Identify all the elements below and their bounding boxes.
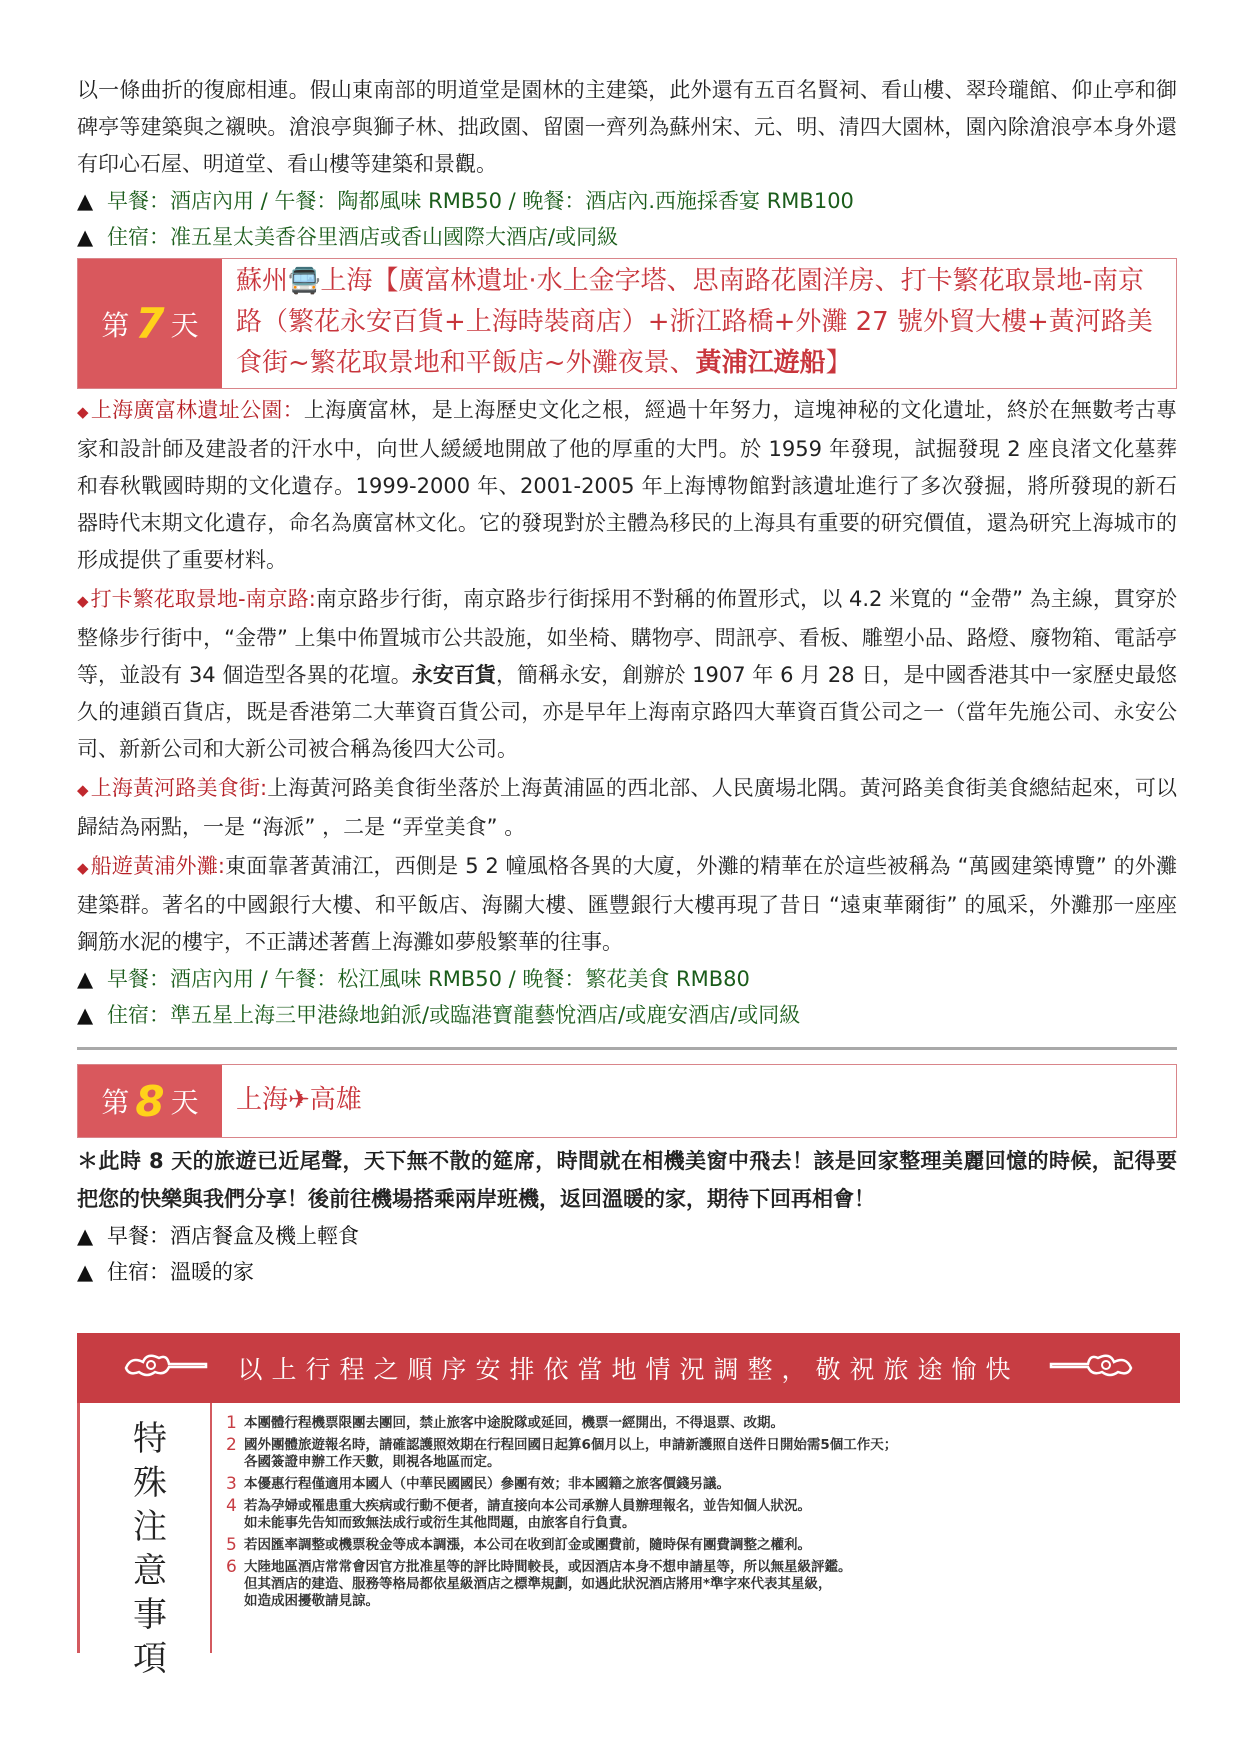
spot-guangfulin: ◆上海廣富林遺址公園：上海廣富林，是上海歷史文化之根，經過十年努力，這塊神秘的文化遺址，終於在無數考古專家和設計師及建設者的汗水中，向世人緩緩地開啟了他的厚重的大門。於 1959 年發現，試掘發現 2 座良渚文化墓葬和春秋戰國時期的文化遺存。1999-2000 年、2001-2005 年上海博物館對該遺址進行了多次發掘，將所發現的新石器時代末期文化遺存，命名為廣富林文化。它的發現對於主體為移民的上海具有重要的研究價值，還為研究上海城市的形成提供了重要材料。 xyxy=(77,398,1177,572)
day8-label: 第 8 天 xyxy=(78,1065,222,1137)
diamond-icon: ◆ xyxy=(77,592,89,610)
spot-bund-cruise: ◆船遊黃浦外灘:東面靠著黃浦江，西側是 5 2 幢風格各異的大廈，外灘的精華在於這些被稱為 “萬國建築博覽” 的外灘建築群。著名的中國銀行大樓、和平飯店、海關大樓、匯豐銀行大樓再現了昔日 “遠東華爾街” 的風采，外灘那一座座鋼筋水泥的樓宇，不正講述著舊上海灘如夢般繁華的往事。 xyxy=(77,854,1177,954)
section-divider xyxy=(77,1047,1177,1050)
note-item: 5 若因匯率調整或機票稅金等成本調漲，本公司在收到訂金或團費前，隨時保有團費調整之權利。 xyxy=(226,1535,811,1555)
day7-label: 第 7 天 xyxy=(78,259,222,388)
special-notes xyxy=(77,1403,1183,1679)
intro-meals: ▲ 早餐：酒店內用 / 午餐：陶都風味 RMB50 / 晚餐：酒店內.西施採香宴 RMB100 xyxy=(77,183,1177,219)
notes-title: 特 殊 注 意 事 項 xyxy=(90,1403,212,1653)
day8-meals: ▲ 早餐：酒店餐盒及機上輕食 xyxy=(77,1218,1177,1254)
triangle-icon: ▲ xyxy=(77,189,94,213)
day8-hotel: ▲ 住宿：溫暖的家 xyxy=(77,1254,1177,1290)
day8-closing: ＊此時 8 天的旅遊已近尾聲，天下無不散的筵席，時間就在相機美窗中飛去！該是回家整理美麗回憶的時候，記得要把您的快樂與我們分享！後前往機場搭乘兩岸班機，返回溫暖的家，期待下回再相會！ xyxy=(77,1149,1177,1211)
cloud-ornament-icon xyxy=(1046,1350,1136,1386)
note-item: 2 國外團體旅遊報名時，請確認護照效期在行程回國日起算6個月以上，申請新護照自送件日開始需5個工作天； 各國簽證申辦工作天數，則視各地區而定。 xyxy=(226,1435,898,1470)
diamond-icon: ◆ xyxy=(77,781,89,799)
note-item: 6 大陸地區酒店常常會因官方批准星等的評比時間較長，或因酒店本身不想申請星等，所以無星級評鑑。 但其酒店的建造、服務等格局都依星級酒店之標準規劃，如遇此狀況酒店將用*準字來代表其星級， 如造成困擾敬請見諒。 xyxy=(226,1557,852,1609)
banner-text: 以上行程之順序安排依當地情況調整，敬祝旅途愉快 xyxy=(237,1355,1020,1384)
intro-hotel: ▲ 住宿：准五星太美香谷里酒店或香山國際大酒店/或同級 xyxy=(77,219,1177,255)
triangle-icon: ▲ xyxy=(77,967,94,991)
cloud-ornament-icon xyxy=(121,1350,211,1386)
triangle-icon: ▲ xyxy=(77,1003,94,1027)
note-item: 3 本優惠行程僅適用本國人（中華民國國民）參團有效；非本國籍之旅客價錢另議。 xyxy=(226,1474,730,1494)
triangle-icon: ▲ xyxy=(77,1260,94,1284)
day8-header xyxy=(77,1064,1177,1138)
triangle-icon: ▲ xyxy=(77,1224,94,1248)
intro-paragraph: 以一條曲折的復廊相連。假山東南部的明道堂是園林的主建築，此外還有五百名賢祠、看山樓、翠玲瓏館、仰止亭和御碑亭等建築與之襯映。滄浪亭與獅子林、拙政園、留園一齊列為蘇州宋、元、明、清四大園林，園內除滄浪亭本身外還有印心石屋、明道堂、看山樓等建築和景觀。 xyxy=(77,78,1177,176)
diamond-icon: ◆ xyxy=(77,403,89,421)
triangle-icon: ▲ xyxy=(77,225,94,249)
day7-meals: ▲ 早餐：酒店內用 / 午餐：松江風味 RMB50 / 晚餐：繁花美食 RMB80 xyxy=(77,961,1177,997)
spot-nanjing-road: ◆打卡繁花取景地-南京路:南京路步行街，南京路步行街採用不對稱的佈置形式，以 4.2 米寬的 “金帶” 為主線，貫穿於整條步行街中，“金帶” 上集中佈置城市公共設施，如坐椅、購物亭、問訊亭、看板、雕塑小品、路燈、廢物箱、電話亭等，並設有 34 個造型各異的花壇。永安百貨，簡稱永安，創辦於 1907 年 6 月 28 日，是中國香港其中一家歷史最悠久的連鎖百貨店，既是香港第二大華資百貨公司，亦是早年上海南京路四大華資百貨公司之一（當年先施公司、永安公司、新新公司和大新公司被合稱為後四大公司。 xyxy=(77,587,1178,761)
spot-huanghe-road: ◆上海黃河路美食街:上海黃河路美食街坐落於上海黃浦區的西北部、人民廣場北隅。黃河路美食街美食總結起來，可以歸結為兩點，一是 “海派” ，二是 “弄堂美食” 。 xyxy=(77,776,1177,839)
day7-title: 蘇州🚍上海【廣富林遺址·水上金字塔、思南路花園洋房、打卡繁花取景地-南京路（繁花永安百貨+上海時裝商店）+浙江路橋+外灘 27 號外貿大樓+黃河路美食街~繁花取景地和平飯店~外灘夜景、黃浦江遊船】 xyxy=(236,266,1153,378)
day8-title: 上海✈高雄 xyxy=(236,1084,362,1115)
closing-banner xyxy=(77,1333,1180,1403)
content-area xyxy=(77,72,1177,1290)
diamond-icon: ◆ xyxy=(77,859,89,877)
note-item: 4 若為孕婦或罹患重大疾病或行動不便者，請直接向本公司承辦人員辦理報名，並告知個人狀況。 如未能事先告知而致無法成行或衍生其他問題，由旅客自行負責。 xyxy=(226,1496,811,1531)
day7-header xyxy=(77,258,1177,389)
day7-hotel: ▲ 住宿：準五星上海三甲港綠地鉑派/或臨港寶龍藝悅酒店/或鹿安酒店/或同級 xyxy=(77,997,1177,1033)
notes-list xyxy=(226,1403,1106,1653)
note-item: 1 本團體行程機票限團去團回，禁止旅客中途脫隊或延回，機票一經開出，不得退票、改期。 xyxy=(226,1413,784,1433)
